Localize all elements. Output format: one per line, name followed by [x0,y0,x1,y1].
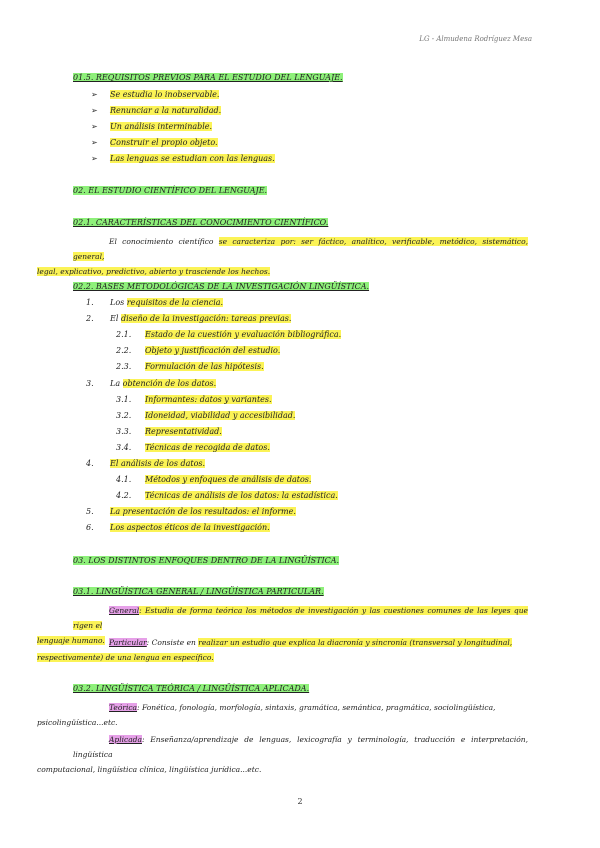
page-header-author: LG - Almudena Rodríguez Mesa [419,35,532,43]
list-item [145,475,311,484]
aplicada-paragraph [37,732,528,777]
particular-highlight-cont: respectivamente) de una lengua en específico. [37,653,214,662]
general-text: : Estudia de forma teórica los métodos de investigación y las cuestiones comunes de las leyes que rigen el [73,606,528,630]
section-02-1-title [73,218,328,227]
section-03-title-text: 03. LOS DISTINTOS ENFOQUES DENTRO DE LA LINGÜÍSTICA. [73,556,340,565]
paragraph-text: El conocimiento científico [109,237,219,246]
section-01-5-title [73,73,343,82]
list-item-text: La presentación de los resultados: el informe. [110,507,296,517]
list-number: 6. [86,523,94,533]
list-number: 1. [86,298,94,307]
particular-text: : Consiste en [146,638,199,647]
list-item [145,395,272,404]
list-item-text: Estado de la cuestión y evaluación bibliográfica. [145,330,342,340]
page-number: 2 [297,797,303,806]
list-item-text: Informantes: datos y variantes. [145,394,272,404]
requisito-item [110,106,221,115]
particular-highlight: realizar un estudio que explica la diacronía y sincronía (transversal y longitudinal, [198,638,513,647]
section-03-1-title [73,587,324,596]
particular-label: Particular [109,638,147,647]
section-02-2-title [73,282,369,291]
paragraph-highlight: se caracteriza por: ser fáctico, analítico, verificable, metódico, sistemático, general, [73,237,529,261]
teorica-text-cont: psicolingüística...etc. [37,718,118,727]
general-label: General [109,606,140,615]
list-item [110,314,291,323]
arrow-bullet-icon: ➢ [91,122,98,131]
list-item-text: Técnicas de recogida de datos. [145,442,270,452]
list-item [110,459,205,468]
teorica-label: Teórica [109,703,138,712]
list-number: 2.3. [116,362,132,372]
requisito-item-text: Renunciar a la naturalidad. [110,106,222,115]
list-number: 2.1. [116,330,132,340]
list-item-text: Los aspectos éticos de la investigación. [110,523,270,533]
section-01-5-title-text: 01.5. REQUISITOS PREVIOS PARA EL ESTUDIO DEL LENGUAJE. [73,73,343,82]
section-03-2-title [73,684,309,693]
aplicada-text: : Enseñanza/aprendizaje de lenguas, lexicografía y terminología, traducción e interpretación, lingüística [73,735,528,759]
section-03-title [73,556,339,565]
list-item-text: requisitos de la ciencia. [126,298,224,307]
list-item [145,427,222,436]
list-item-text: El análisis de los datos. [110,459,206,468]
list-number: 4.1. [116,475,132,485]
list-number: 5. [86,507,94,517]
list-item [145,346,280,355]
list-item-text: diseño de la investigación: tareas previas. [120,314,292,324]
list-item [145,443,270,452]
list-number: 3.3. [116,426,132,436]
requisito-item [110,154,275,163]
list-item-text: obtención de los datos. [122,378,217,388]
list-number: 4. [86,459,94,468]
arrow-bullet-icon: ➢ [91,90,98,99]
list-item [110,379,216,388]
list-item [145,330,341,339]
section-03-2-title-text: 03.2. LINGÜÍSTICA TEÓRICA / LINGÜÍSTICA APLICADA. [73,684,310,693]
requisito-item [110,122,212,131]
aplicada-text-cont: computacional, lingüística clínica, lingüística jurídica...etc. [37,765,262,774]
list-number: 3.1. [116,394,132,404]
paragraph-highlight-cont: legal, explicativo, predictivo, abierto y trasciende los hechos. [37,267,271,276]
list-number: 3. [86,378,94,388]
list-item-prefix: La [110,378,123,388]
list-item [110,507,296,516]
list-item-text: Métodos y enfoques de análisis de datos. [145,475,312,485]
list-item-text: Técnicas de análisis de los datos: la estadística. [145,491,338,501]
list-item [145,362,264,371]
list-item-text: Representatividad. [145,426,222,436]
requisito-item-text: Construir el propio objeto. [110,138,218,147]
requisito-item-text: Se estudia lo inobservable. [110,90,220,99]
list-item [110,523,270,532]
arrow-bullet-icon: ➢ [91,138,98,147]
list-item [145,411,295,420]
list-item-prefix: Los [110,298,127,307]
list-number: 2.2. [116,346,132,356]
arrow-bullet-icon: ➢ [91,106,98,115]
list-item-prefix: El [110,314,121,324]
section-02-1-paragraph [37,234,529,279]
section-02-title [73,186,267,195]
list-item-text: Objeto y justificación del estudio. [145,346,281,356]
aplicada-label: Aplicada [109,735,142,744]
list-item [110,298,223,307]
arrow-bullet-icon: ➢ [91,154,98,163]
general-text-cont: lenguaje humano. [37,636,105,645]
requisito-item [110,90,219,99]
section-02-title-text: 02. EL ESTUDIO CIENTÍFICO DEL LENGUAJE. [73,186,268,195]
list-number: 4.2. [116,491,132,501]
section-02-1-title-text: 02.1. CARACTERÍSTICAS DEL CONOCIMIENTO CIENTÍFICO. [73,218,329,227]
list-item [145,491,338,500]
requisito-item-text: Las lenguas se estudian con las lenguas. [110,154,275,163]
list-item-text: Idoneidad, viabilidad y accesibilidad. [145,410,296,420]
list-number: 2. [86,314,94,324]
section-02-2-title-text: 02.2. BASES METODOLÓGICAS DE LA INVESTIGACIÓN LINGÜÍSTICA. [73,282,370,291]
teorica-text: : Fonética, fonología, morfología, sintaxis, gramática, semántica, pragmática, sociolingüística, [137,703,496,712]
section-03-1-title-text: 03.1. LINGÜÍSTICA GENERAL / LINGÜÍSTICA PARTICULAR. [73,587,324,596]
requisito-item-text: Un análisis interminable. [110,122,213,131]
requisito-item [110,138,218,147]
list-item-text: Formulación de las hipótesis. [145,362,264,372]
teorica-paragraph [37,700,528,730]
list-number: 3.4. [116,442,132,452]
list-number: 3.2. [116,410,132,420]
